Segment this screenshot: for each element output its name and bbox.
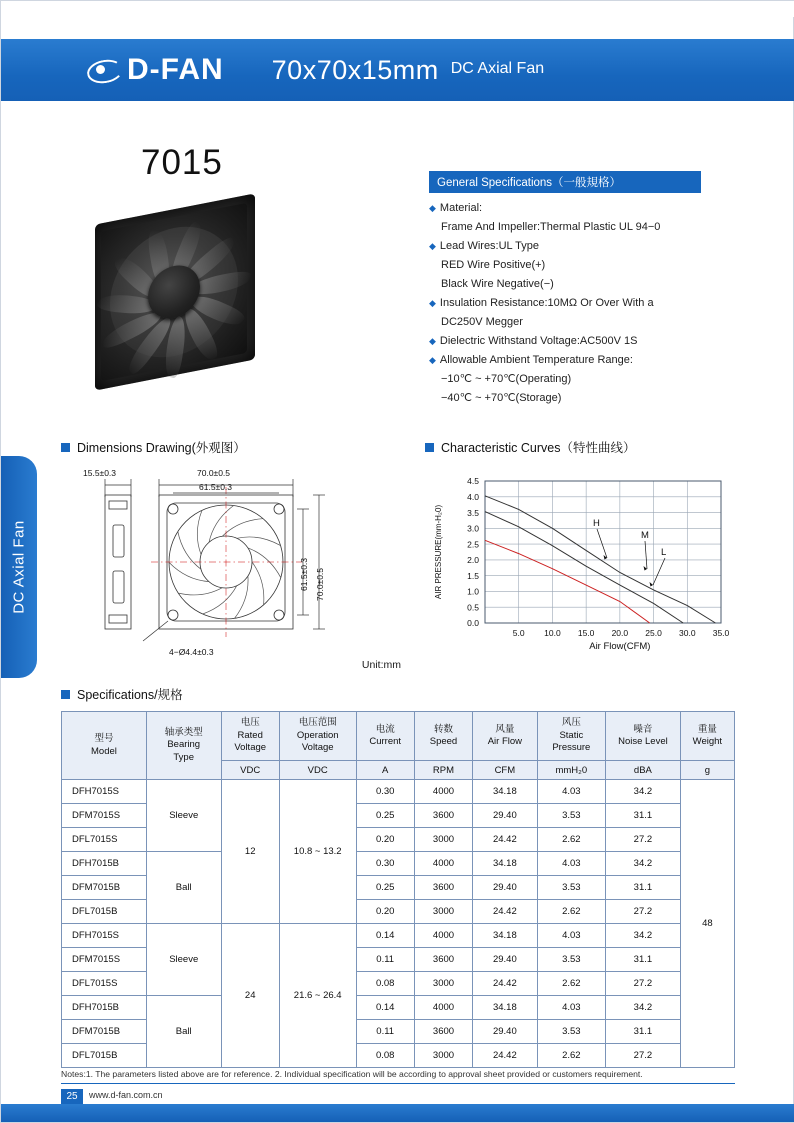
spec-bullet-line bbox=[429, 294, 729, 313]
col-header-en: Noise Level bbox=[618, 736, 668, 747]
cell-noise-level: 27.2 bbox=[606, 972, 681, 996]
col-header-en: Static bbox=[559, 729, 584, 741]
cell-rated-voltage: 24 bbox=[221, 924, 279, 1068]
cell-current: 0.25 bbox=[356, 804, 414, 828]
cell-air-flow: 29.40 bbox=[473, 876, 537, 900]
footer-url[interactable]: www.d-fan.com.cn bbox=[89, 1090, 163, 1100]
general-specifications-list bbox=[429, 199, 729, 408]
table-col-header bbox=[221, 712, 279, 761]
cell-static-pressure: 3.53 bbox=[537, 876, 606, 900]
curves-section-label: Characteristic Curves（特性曲线） bbox=[441, 441, 636, 455]
cell-speed: 3000 bbox=[414, 972, 472, 996]
cell-noise-level: 27.2 bbox=[606, 828, 681, 852]
spec-bullet-line bbox=[429, 199, 729, 218]
cell-current: 0.25 bbox=[356, 876, 414, 900]
y-tick-label: 3.5 bbox=[467, 507, 479, 518]
cell-air-flow: 24.42 bbox=[473, 972, 537, 996]
cell-current: 0.20 bbox=[356, 900, 414, 924]
table-col-unit: CFM bbox=[473, 761, 537, 780]
cell-operation-voltage: 21.6 ~ 26.4 bbox=[279, 924, 356, 1068]
legend-leader-line bbox=[597, 529, 607, 558]
cell-noise-level: 34.2 bbox=[606, 852, 681, 876]
y-tick-label: 1.0 bbox=[467, 586, 479, 597]
spec-sub-line bbox=[429, 370, 729, 389]
cell-air-flow: 24.42 bbox=[473, 900, 537, 924]
page-number: 25 bbox=[61, 1089, 83, 1104]
cell-static-pressure: 4.03 bbox=[537, 780, 606, 804]
dim-outer-width: 70.0±0.5 bbox=[197, 468, 231, 478]
product-type-subtitle: DC Axial Fan bbox=[450, 60, 545, 77]
x-tick-label: 35.0 bbox=[712, 628, 730, 638]
cell-noise-level: 31.1 bbox=[606, 1020, 681, 1044]
cell-model: DFH7015B bbox=[62, 852, 147, 876]
cell-current: 0.14 bbox=[356, 996, 414, 1020]
cell-static-pressure: 2.62 bbox=[537, 900, 606, 924]
x-tick-label: 10.0 bbox=[544, 628, 561, 638]
col-header-en: Operation bbox=[296, 729, 339, 741]
cell-current: 0.08 bbox=[356, 972, 414, 996]
col-header-en: Bearing bbox=[167, 739, 201, 751]
general-specifications-heading: General Specifications（一般規格） bbox=[429, 171, 701, 193]
col-header-cn: 型号 bbox=[94, 733, 114, 744]
cell-speed: 3000 bbox=[414, 828, 472, 852]
table-col-unit: mmH₂0 bbox=[537, 761, 606, 780]
x-tick-label: 25.0 bbox=[645, 628, 662, 638]
diamond-bullet-icon: ◆ bbox=[429, 336, 436, 346]
col-header-en: Rated bbox=[237, 729, 263, 741]
col-header-cn: 电流 bbox=[375, 723, 395, 735]
cell-noise-level: 34.2 bbox=[606, 996, 681, 1020]
cell-air-flow: 34.18 bbox=[473, 852, 537, 876]
cell-operation-voltage: 10.8 ~ 13.2 bbox=[279, 780, 356, 924]
col-header-en: Voltage bbox=[234, 742, 267, 754]
cell-noise-level: 34.2 bbox=[606, 780, 681, 804]
spec-text: −10℃ ~ +70℃(Operating) bbox=[441, 373, 572, 385]
table-header-row bbox=[62, 712, 735, 761]
col-header-en: Speed bbox=[429, 736, 458, 747]
col-header-en: Air Flow bbox=[487, 736, 522, 747]
cell-speed: 4000 bbox=[414, 852, 472, 876]
y-tick-label: 3.0 bbox=[467, 523, 479, 534]
cell-model: DFL7015B bbox=[62, 1044, 147, 1068]
legend-arrow-icon bbox=[644, 566, 648, 571]
bullet-square-icon bbox=[61, 443, 70, 452]
dim-thickness: 15.5±0.3 bbox=[83, 468, 117, 478]
dim-hole-pitch-top: 61.5±0.3 bbox=[199, 482, 233, 492]
cell-bearing-type: Sleeve bbox=[146, 780, 221, 852]
specifications-section-label: Specifications/规格 bbox=[77, 688, 183, 702]
table-row bbox=[62, 924, 735, 948]
x-tick-label: 5.0 bbox=[512, 628, 525, 638]
x-tick-label: 15.0 bbox=[577, 628, 595, 638]
cell-speed: 4000 bbox=[414, 924, 472, 948]
table-col-header bbox=[606, 712, 681, 761]
specifications-table bbox=[61, 711, 735, 1068]
curve-legend-L: L bbox=[661, 547, 667, 558]
diamond-bullet-icon: ◆ bbox=[429, 355, 436, 365]
cell-air-flow: 24.42 bbox=[473, 1044, 537, 1068]
table-col-header bbox=[537, 712, 606, 761]
cell-bearing-type: Ball bbox=[146, 852, 221, 924]
cell-noise-level: 31.1 bbox=[606, 804, 681, 828]
characteristic-curves-svg bbox=[425, 463, 735, 673]
cell-air-flow: 34.18 bbox=[473, 996, 537, 1020]
cell-noise-level: 31.1 bbox=[606, 876, 681, 900]
cell-noise-level: 27.2 bbox=[606, 1044, 681, 1068]
col-header-cn: 电压 bbox=[240, 717, 260, 729]
cell-air-flow: 24.42 bbox=[473, 828, 537, 852]
y-tick-label: 4.5 bbox=[467, 476, 479, 487]
footer-divider bbox=[61, 1083, 735, 1084]
cell-current: 0.30 bbox=[356, 780, 414, 804]
col-header-en: Voltage bbox=[301, 742, 334, 754]
spec-bullet-line bbox=[429, 332, 729, 351]
table-col-header bbox=[414, 712, 472, 761]
col-header-cn: 轴承类型 bbox=[164, 726, 203, 738]
fan-logo-icon bbox=[87, 57, 121, 83]
side-tab-dc-axial-fan bbox=[1, 456, 37, 678]
table-col-header bbox=[356, 712, 414, 761]
spec-text: DC250V Megger bbox=[441, 316, 523, 328]
x-tick-label: 20.0 bbox=[611, 628, 629, 638]
dim-hole-pitch-side: 61.5±0.3 bbox=[299, 557, 309, 591]
cell-speed: 3600 bbox=[414, 876, 472, 900]
dimensions-section-label: Dimensions Drawing(外观图） bbox=[77, 441, 246, 455]
spec-text: Material: bbox=[439, 202, 483, 214]
spec-text: Frame And Impeller:Thermal Plastic UL 94−0 bbox=[441, 221, 661, 233]
dimensions-section-title bbox=[61, 438, 246, 456]
spec-sub-line bbox=[429, 313, 729, 332]
table-row bbox=[62, 852, 735, 876]
fan-product-photo bbox=[89, 197, 261, 389]
specifications-section-title bbox=[61, 685, 183, 703]
cell-static-pressure: 4.03 bbox=[537, 924, 606, 948]
cell-model: DFM7015B bbox=[62, 876, 147, 900]
legend-arrow-icon bbox=[650, 582, 654, 587]
cell-speed: 3000 bbox=[414, 900, 472, 924]
cell-current: 0.11 bbox=[356, 948, 414, 972]
cell-model: DFH7015B bbox=[62, 996, 147, 1020]
bullet-square-icon bbox=[61, 690, 70, 699]
dimensions-drawing-svg bbox=[47, 463, 407, 673]
table-col-unit: VDC bbox=[279, 761, 356, 780]
cell-static-pressure: 4.03 bbox=[537, 852, 606, 876]
cell-static-pressure: 3.53 bbox=[537, 1020, 606, 1044]
dim-outer-height: 70.0±0.5 bbox=[315, 567, 325, 601]
diamond-bullet-icon: ◆ bbox=[429, 298, 436, 308]
cell-weight: 48 bbox=[680, 780, 734, 1068]
col-header-cn: 转数 bbox=[433, 723, 453, 735]
spec-text: Black Wire Negative(−) bbox=[441, 278, 554, 290]
col-header-en: Type bbox=[173, 751, 195, 763]
brand-logo bbox=[87, 53, 224, 87]
cell-noise-level: 31.1 bbox=[606, 948, 681, 972]
spec-text: RED Wire Positive(+) bbox=[441, 259, 546, 271]
table-row bbox=[62, 780, 735, 804]
cell-model: DFL7015S bbox=[62, 828, 147, 852]
y-tick-label: 0.5 bbox=[467, 602, 479, 613]
cell-speed: 3600 bbox=[414, 948, 472, 972]
table-head bbox=[62, 712, 735, 780]
cell-model: DFM7015S bbox=[62, 804, 147, 828]
spec-text: Dielectric Withstand Voltage:AC500V 1S bbox=[439, 335, 638, 347]
table-col-unit: dBA bbox=[606, 761, 681, 780]
legend-leader-line bbox=[653, 558, 665, 585]
cell-static-pressure: 2.62 bbox=[537, 828, 606, 852]
spec-sub-line bbox=[429, 389, 729, 408]
cell-model: DFL7015B bbox=[62, 900, 147, 924]
table-col-unit: VDC bbox=[221, 761, 279, 780]
spec-bullet-line bbox=[429, 237, 729, 256]
cell-speed: 4000 bbox=[414, 996, 472, 1020]
cell-current: 0.11 bbox=[356, 1020, 414, 1044]
cell-current: 0.08 bbox=[356, 1044, 414, 1068]
cell-air-flow: 29.40 bbox=[473, 1020, 537, 1044]
cell-model: DFM7015S bbox=[62, 948, 147, 972]
col-header-cn: 风压 bbox=[561, 717, 581, 729]
cell-model: DFH7015S bbox=[62, 780, 147, 804]
cell-current: 0.20 bbox=[356, 828, 414, 852]
cell-speed: 3600 bbox=[414, 1020, 472, 1044]
curve-legend-H: H bbox=[593, 518, 600, 529]
cell-model: DFM7015B bbox=[62, 1020, 147, 1044]
cell-speed: 4000 bbox=[414, 780, 472, 804]
side-tab-label: DC Axial Fan bbox=[10, 520, 28, 614]
brand-name: D-FAN bbox=[127, 53, 224, 86]
x-axis-label: Air Flow(CFM) bbox=[589, 641, 651, 652]
curve-legend-M: M bbox=[641, 530, 649, 541]
cell-current: 0.14 bbox=[356, 924, 414, 948]
cell-air-flow: 34.18 bbox=[473, 924, 537, 948]
y-tick-label: 4.0 bbox=[467, 491, 479, 502]
cell-bearing-type: Ball bbox=[146, 996, 221, 1068]
model-number: 7015 bbox=[141, 143, 223, 182]
dimensions-unit-label: Unit:mm bbox=[361, 659, 401, 671]
table-col-unit: RPM bbox=[414, 761, 472, 780]
spec-sub-line bbox=[429, 256, 729, 275]
diamond-bullet-icon: ◆ bbox=[429, 203, 436, 213]
bottom-bar bbox=[1, 1104, 794, 1122]
cell-static-pressure: 4.03 bbox=[537, 996, 606, 1020]
top-margin-bar bbox=[1, 1, 794, 17]
spec-text: Insulation Resistance:10MΩ Or Over With a bbox=[439, 297, 654, 309]
cell-static-pressure: 3.53 bbox=[537, 804, 606, 828]
legend-leader-line bbox=[645, 541, 647, 569]
x-tick-label: 30.0 bbox=[679, 628, 696, 638]
cell-speed: 3000 bbox=[414, 1044, 472, 1068]
diamond-bullet-icon: ◆ bbox=[429, 241, 436, 251]
spec-text: Allowable Ambient Temperature Range: bbox=[439, 354, 633, 366]
cell-bearing-type: Sleeve bbox=[146, 924, 221, 996]
cell-speed: 3600 bbox=[414, 804, 472, 828]
curve-L bbox=[485, 540, 650, 623]
table-col-header bbox=[146, 712, 221, 780]
spec-sub-line bbox=[429, 218, 729, 237]
col-header-en: Weight bbox=[692, 736, 723, 747]
col-header-en: Current bbox=[369, 736, 402, 747]
table-col-unit: A bbox=[356, 761, 414, 780]
table-col-header bbox=[680, 712, 734, 761]
col-header-en: Model bbox=[91, 745, 117, 757]
cell-model: DFH7015S bbox=[62, 924, 147, 948]
characteristic-curves-chart bbox=[425, 463, 735, 673]
table-body bbox=[62, 780, 735, 1068]
plot-frame bbox=[485, 481, 721, 623]
col-header-cn: 重量 bbox=[697, 723, 717, 735]
bullet-square-icon bbox=[425, 443, 434, 452]
cell-model: DFL7015S bbox=[62, 972, 147, 996]
col-header-cn: 噪音 bbox=[633, 723, 653, 735]
cell-static-pressure: 2.62 bbox=[537, 972, 606, 996]
spec-text: Lead Wires:UL Type bbox=[439, 240, 539, 252]
dimensions-drawing bbox=[47, 463, 407, 673]
dim-hole-spec: 4−Ø4.4±0.3 bbox=[169, 647, 214, 657]
footer-notes: Notes:1. The parameters listed above are for reference. 2. Individual specification will be according to approval sheet provided or customers requirement. bbox=[61, 1069, 643, 1079]
cell-air-flow: 29.40 bbox=[473, 804, 537, 828]
cell-noise-level: 34.2 bbox=[606, 924, 681, 948]
spec-sub-line bbox=[429, 275, 729, 294]
spec-bullet-line bbox=[429, 351, 729, 370]
y-tick-label: 2.0 bbox=[467, 555, 479, 566]
col-header-cn: 风量 bbox=[495, 723, 515, 735]
table-row bbox=[62, 996, 735, 1020]
cell-rated-voltage: 12 bbox=[221, 780, 279, 924]
y-tick-label: 2.5 bbox=[467, 539, 479, 550]
page-header bbox=[1, 39, 794, 101]
curves-section-title bbox=[425, 438, 635, 456]
table-col-header bbox=[473, 712, 537, 761]
col-header-en: Pressure bbox=[552, 742, 591, 754]
cell-static-pressure: 3.53 bbox=[537, 948, 606, 972]
table-col-unit: g bbox=[680, 761, 734, 780]
y-axis-label: AIR PRESSURE(mm-H₂0) bbox=[434, 504, 443, 600]
cell-air-flow: 34.18 bbox=[473, 780, 537, 804]
table-col-header bbox=[62, 712, 147, 780]
cell-noise-level: 27.2 bbox=[606, 900, 681, 924]
cell-air-flow: 29.40 bbox=[473, 948, 537, 972]
cell-static-pressure: 2.62 bbox=[537, 1044, 606, 1068]
y-tick-label: 1.5 bbox=[467, 570, 479, 581]
y-tick-label: 0.0 bbox=[467, 618, 479, 629]
spec-text: −40℃ ~ +70℃(Storage) bbox=[441, 392, 562, 404]
table-col-header bbox=[279, 712, 356, 761]
col-header-cn: 电压范围 bbox=[298, 717, 337, 729]
product-size-title: 70x70x15mm bbox=[271, 54, 439, 85]
curve-H bbox=[485, 496, 716, 623]
cell-current: 0.30 bbox=[356, 852, 414, 876]
